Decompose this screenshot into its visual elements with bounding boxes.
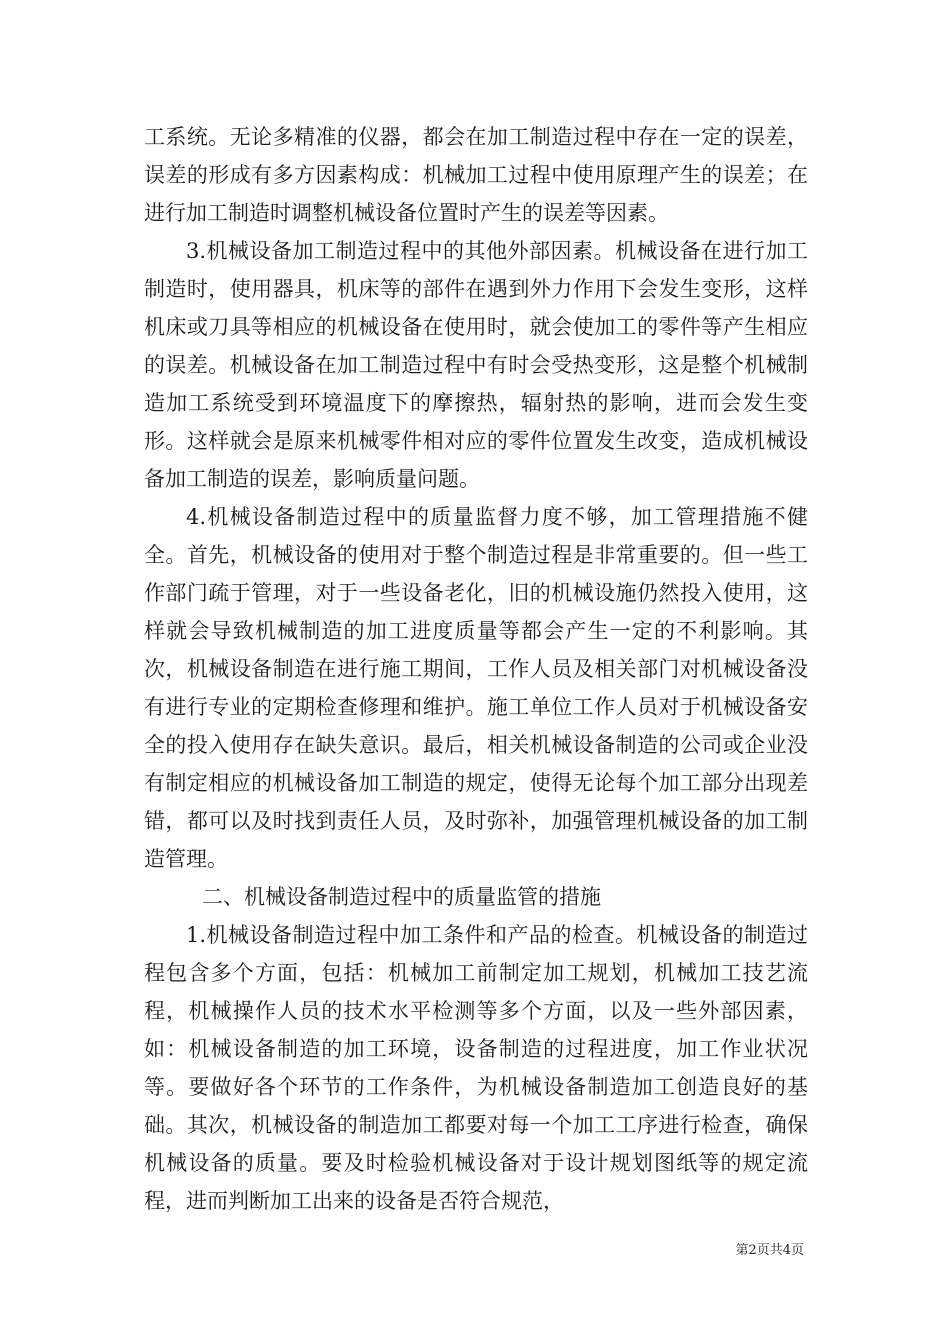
paragraph-continuation: 工系统。无论多精准的仪器，都会在加工制造过程中存在一定的误差，误差的形成有多方因素构成：机械加工过程中使用原理产生的误差；在进行加工制造时调整机械设备位置时产生的误差等因素。: [144, 125, 808, 225]
section-heading-2: 二、机械设备制造过程中的质量监管的措施: [202, 885, 601, 909]
paragraph-item-4: 4.机械设备制造过程中的质量监督力度不够，加工管理措施不健全。首先，机械设备的使用对于整个制造过程是非常重要的。但一些工作部门疏于管理，对于一些设备老化，旧的机械设施仍然投入使用，这样就会导致机械制造的加工进度质量等都会产生一定的不利影响。其次，机械设备制造在进行施工期间，工作人员及相关部门对机械设备没有进行专业的定期检查修理和维护。施工单位工作人员对于机械设备安全的投入使用存在缺失意识。最后，相关机械设备制造的公司或企业没有制定相应的机械设备加工制造的规定，使得无论每个加工部分出现差错，都可以及时找到责任人员，及时弥补，加强管理机械设备的加工制造管理。: [144, 505, 808, 871]
page-number-footer: 第2页共4页: [735, 1243, 804, 1258]
paragraph-item-3: 3.机械设备加工制造过程中的其他外部因素。机械设备在进行加工制造时，使用器具，机床等的部件在遇到外力作用下会发生变形，这样机床或刀具等相应的机械设备在使用时，就会使加工的零件等产生相应的误差。机械设备在加工制造过程中有时会受热变形，这是整个机械制造加工系统受到环境温度下的摩擦热，辐射热的影响，进而会发生变形。这样就会是原来机械零件相对应的零件位置发生改变，造成机械设备加工制造的误差，影响质量问题。: [144, 239, 808, 491]
paragraph-item-1: 1.机械设备制造过程中加工条件和产品的检查。机械设备的制造过程包含多个方面，包括：机械加工前制定加工规划，机械加工技艺流程，机械操作人员的技术水平检测等多个方面，以及一些外部因素，如：机械设备制造的加工环境，设备制造的过程进度，加工作业状况等。要做好各个环节的工作条件，为机械设备制造加工创造良好的基础。其次，机械设备的制造加工都要对每一个加工工序进行检查，确保机械设备的质量。要及时检验机械设备对于设计规划图纸等的规定流程，进而判断加工出来的设备是否符合规范，: [144, 923, 808, 1213]
document-body: [144, 118, 808, 1220]
